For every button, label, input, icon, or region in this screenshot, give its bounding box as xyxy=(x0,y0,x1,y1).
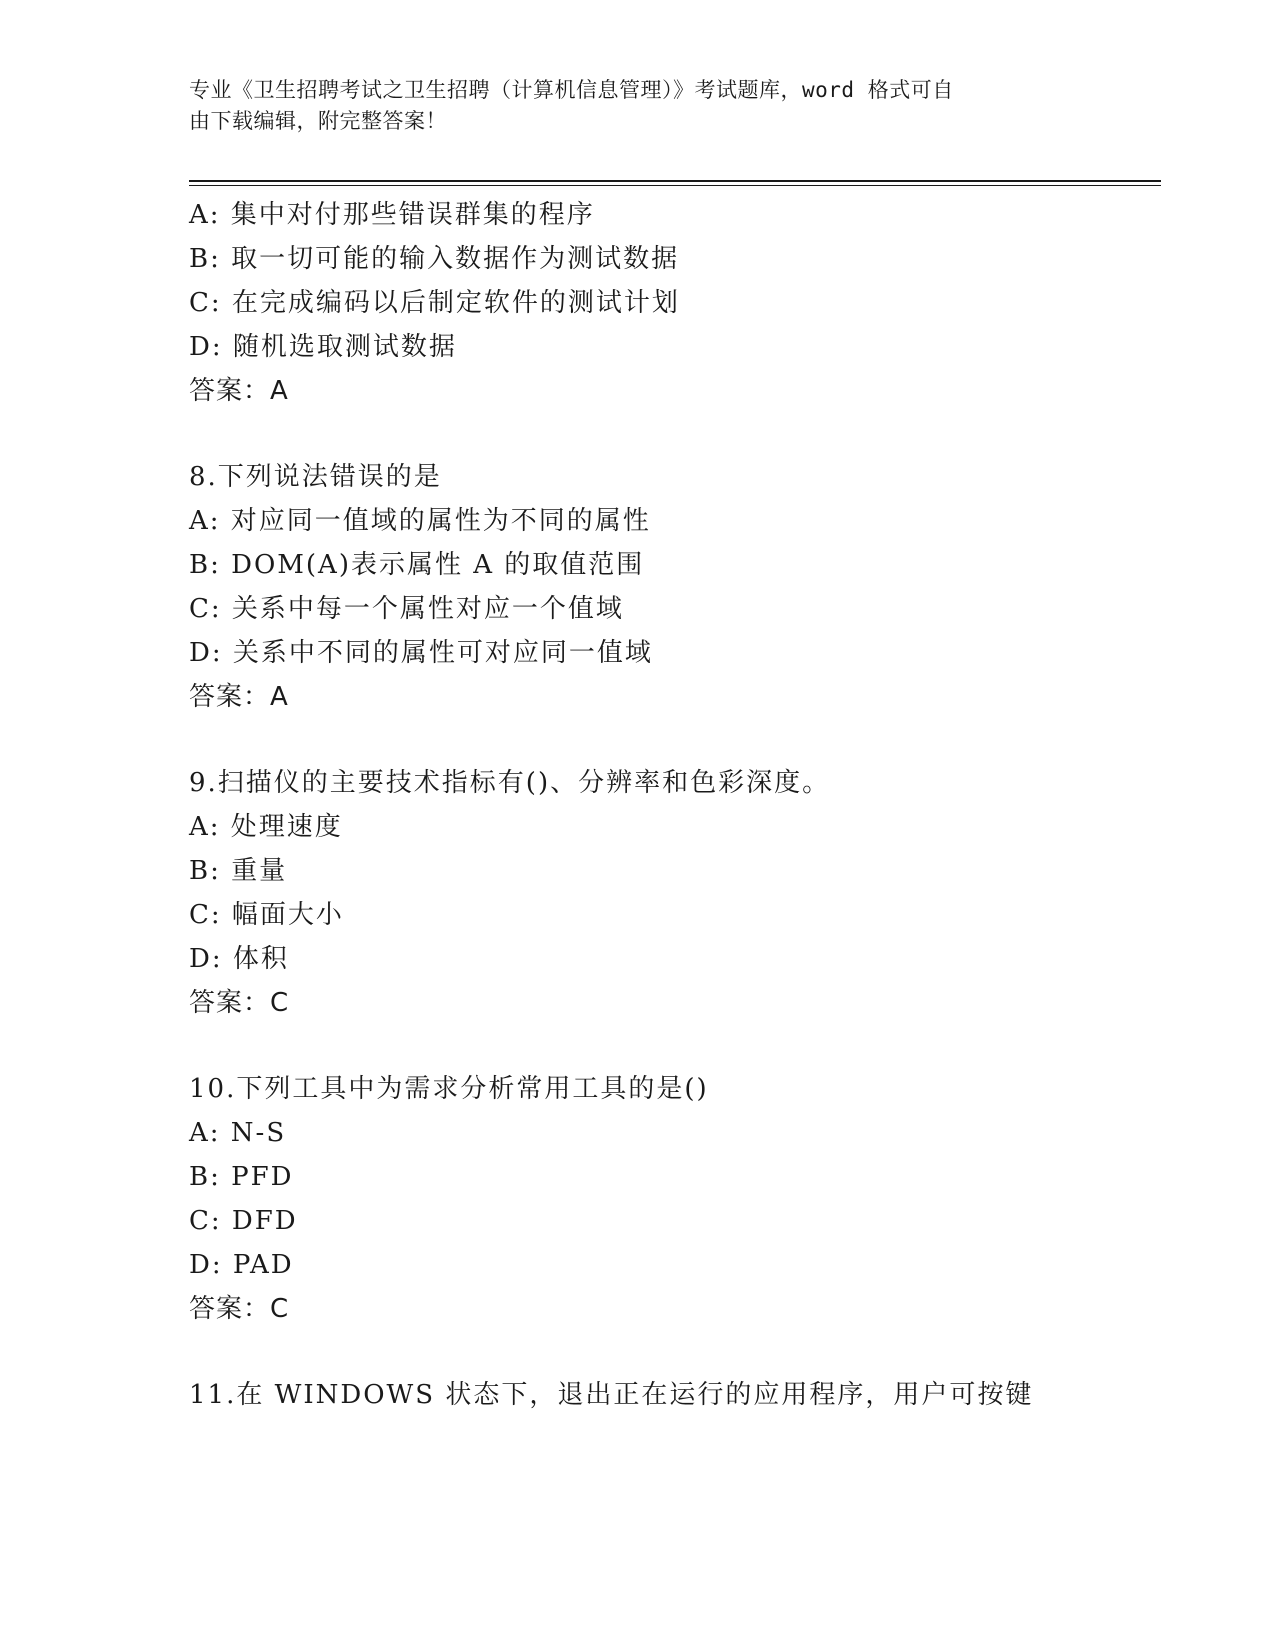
header-divider-thick xyxy=(189,180,1161,182)
option-c: C: 关系中每一个属性对应一个值域 xyxy=(189,594,624,624)
option-c: C: DFD xyxy=(189,1206,298,1236)
document-header xyxy=(189,75,1079,137)
answer: 答案：C xyxy=(189,1294,290,1324)
option-d: D: 体积 xyxy=(189,944,289,974)
question-text: 8.下列说法错误的是 xyxy=(189,462,442,492)
option-d: D: 关系中不同的属性可对应同一值域 xyxy=(189,638,653,668)
option-d: D: 随机选取测试数据 xyxy=(189,332,457,362)
option-b: B: DOM(A)表示属性 A 的取值范围 xyxy=(189,550,645,580)
option-c: C: 在完成编码以后制定软件的测试计划 xyxy=(189,288,680,318)
option-c: C: 幅面大小 xyxy=(189,900,344,930)
question-text: 10.下列工具中为需求分析常用工具的是() xyxy=(189,1074,709,1104)
option-b: B: PFD xyxy=(189,1162,294,1192)
option-b: B: 取一切可能的输入数据作为测试数据 xyxy=(189,244,680,274)
option-a: A: N-S xyxy=(189,1118,287,1148)
answer: 答案：A xyxy=(189,376,289,406)
option-b: B: 重量 xyxy=(189,856,288,886)
option-a: A: 集中对付那些错误群集的程序 xyxy=(189,200,595,230)
answer: 答案：C xyxy=(189,988,290,1018)
option-a: A: 处理速度 xyxy=(189,812,343,842)
option-d: D: PAD xyxy=(189,1250,294,1280)
question-text: 11.在 WINDOWS 状态下，退出正在运行的应用程序，用户可按键 xyxy=(189,1380,1034,1410)
answer: 答案：A xyxy=(189,682,289,712)
header-line-2: 由下载编辑，附完整答案！ xyxy=(189,109,447,133)
option-a: A: 对应同一值域的属性为不同的属性 xyxy=(189,506,651,536)
question-text: 9.扫描仪的主要技术指标有()、分辨率和色彩深度。 xyxy=(189,768,831,798)
header-divider-thin xyxy=(189,185,1161,186)
header-line-1: 专业《卫生招聘考试之卫生招聘（计算机信息管理）》考试题库，word 格式可自 xyxy=(189,78,954,102)
